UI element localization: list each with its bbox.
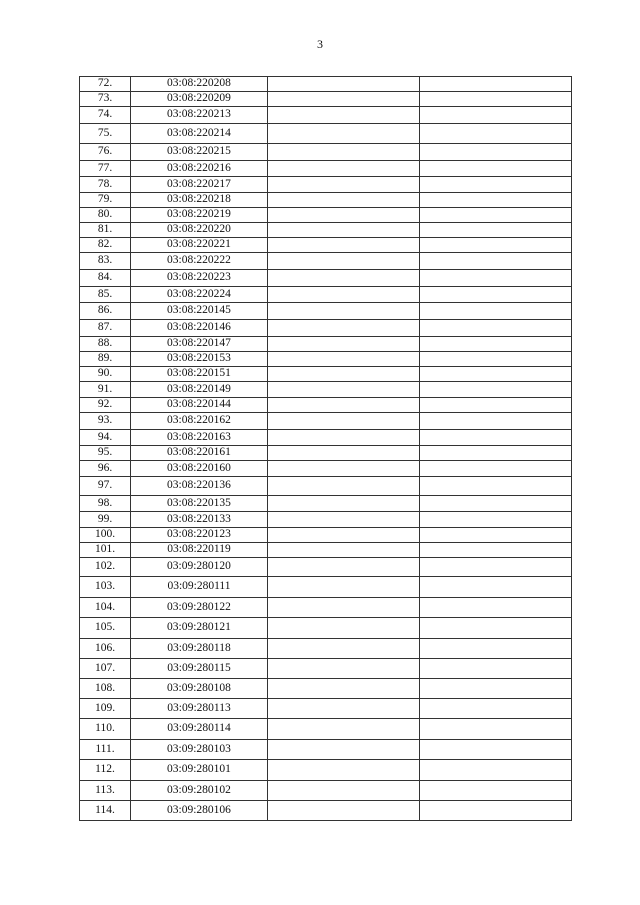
cadastral-code-cell: 03:08:220208	[131, 77, 268, 92]
table-row	[80, 477, 572, 496]
table-row	[80, 367, 572, 382]
empty-cell	[420, 719, 572, 740]
row-number-cell: 89.	[80, 352, 131, 367]
cadastral-code-cell: 03:08:220149	[131, 382, 268, 398]
empty-cell	[268, 161, 420, 177]
table-row	[80, 679, 572, 699]
empty-cell	[420, 528, 572, 543]
row-number-cell: 113.	[80, 781, 131, 801]
cadastral-code-cell: 03:08:220209	[131, 92, 268, 107]
cadastral-code-cell: 03:09:280115	[131, 659, 268, 679]
row-number-cell: 108.	[80, 679, 131, 699]
cadastral-code-cell: 03:08:220145	[131, 303, 268, 320]
row-number-cell: 102.	[80, 558, 131, 577]
cadastral-code-cell: 03:09:280106	[131, 801, 268, 821]
row-number-cell: 105.	[80, 618, 131, 639]
table-body	[80, 77, 572, 821]
row-number-cell: 91.	[80, 382, 131, 398]
row-number-cell: 99.	[80, 512, 131, 528]
empty-cell	[268, 92, 420, 107]
row-number-cell: 72.	[80, 77, 131, 92]
row-number-cell: 107.	[80, 659, 131, 679]
cadastral-code-cell: 03:08:220222	[131, 253, 268, 270]
table-row	[80, 193, 572, 208]
empty-cell	[420, 320, 572, 337]
table-row	[80, 558, 572, 577]
table-row	[80, 618, 572, 639]
empty-cell	[268, 496, 420, 512]
empty-cell	[420, 223, 572, 238]
table-row	[80, 77, 572, 92]
empty-cell	[420, 287, 572, 303]
table-row	[80, 270, 572, 287]
cadastral-code-cell: 03:08:220218	[131, 193, 268, 208]
empty-cell	[420, 413, 572, 430]
row-number-cell: 77.	[80, 161, 131, 177]
cadastral-code-cell: 03:08:220221	[131, 238, 268, 253]
row-number-cell: 109.	[80, 699, 131, 719]
cadastral-table	[79, 76, 572, 821]
empty-cell	[268, 598, 420, 618]
empty-cell	[268, 801, 420, 821]
cadastral-code-cell: 03:08:220147	[131, 337, 268, 352]
empty-cell	[420, 781, 572, 801]
empty-cell	[420, 558, 572, 577]
empty-cell	[268, 238, 420, 253]
empty-cell	[268, 477, 420, 496]
empty-cell	[268, 781, 420, 801]
empty-cell	[268, 144, 420, 161]
table-row	[80, 639, 572, 659]
empty-cell	[420, 253, 572, 270]
cadastral-code-cell: 03:09:280114	[131, 719, 268, 740]
table-row	[80, 577, 572, 598]
empty-cell	[268, 320, 420, 337]
cadastral-code-cell: 03:09:280103	[131, 740, 268, 760]
row-number-cell: 95.	[80, 446, 131, 461]
empty-cell	[420, 337, 572, 352]
empty-cell	[420, 107, 572, 124]
cadastral-code-cell: 03:08:220213	[131, 107, 268, 124]
table-row	[80, 253, 572, 270]
empty-cell	[420, 352, 572, 367]
row-number-cell: 85.	[80, 287, 131, 303]
table-row	[80, 430, 572, 446]
row-number-cell: 82.	[80, 238, 131, 253]
empty-cell	[420, 496, 572, 512]
row-number-cell: 73.	[80, 92, 131, 107]
table-row	[80, 144, 572, 161]
empty-cell	[420, 77, 572, 92]
empty-cell	[268, 107, 420, 124]
empty-cell	[268, 398, 420, 413]
empty-cell	[420, 618, 572, 639]
empty-cell	[420, 543, 572, 558]
row-number-cell: 112.	[80, 760, 131, 781]
empty-cell	[268, 699, 420, 719]
cadastral-code-cell: 03:08:220133	[131, 512, 268, 528]
empty-cell	[420, 679, 572, 699]
empty-cell	[420, 367, 572, 382]
table-row	[80, 512, 572, 528]
table-row	[80, 719, 572, 740]
table-row	[80, 543, 572, 558]
table-row	[80, 238, 572, 253]
row-number-cell: 92.	[80, 398, 131, 413]
cadastral-code-cell: 03:09:280113	[131, 699, 268, 719]
cadastral-code-cell: 03:08:220151	[131, 367, 268, 382]
empty-cell	[268, 430, 420, 446]
table-row	[80, 461, 572, 477]
cadastral-code-cell: 03:08:220136	[131, 477, 268, 496]
empty-cell	[420, 161, 572, 177]
row-number-cell: 94.	[80, 430, 131, 446]
empty-cell	[420, 430, 572, 446]
row-number-cell: 81.	[80, 223, 131, 238]
table-row	[80, 781, 572, 801]
empty-cell	[268, 639, 420, 659]
row-number-cell: 76.	[80, 144, 131, 161]
empty-cell	[268, 413, 420, 430]
table-row	[80, 107, 572, 124]
empty-cell	[268, 223, 420, 238]
table-row	[80, 496, 572, 512]
empty-cell	[420, 303, 572, 320]
table-row	[80, 208, 572, 223]
table-row	[80, 801, 572, 821]
empty-cell	[268, 659, 420, 679]
table-row	[80, 413, 572, 430]
row-number-cell: 98.	[80, 496, 131, 512]
empty-cell	[268, 760, 420, 781]
empty-cell	[268, 543, 420, 558]
empty-cell	[420, 124, 572, 144]
row-number-cell: 103.	[80, 577, 131, 598]
cadastral-code-cell: 03:09:280111	[131, 577, 268, 598]
table-row	[80, 740, 572, 760]
empty-cell	[420, 193, 572, 208]
empty-cell	[268, 528, 420, 543]
empty-cell	[268, 382, 420, 398]
table-row	[80, 287, 572, 303]
row-number-cell: 84.	[80, 270, 131, 287]
cadastral-code-cell: 03:09:280118	[131, 639, 268, 659]
row-number-cell: 114.	[80, 801, 131, 821]
table-row	[80, 124, 572, 144]
empty-cell	[420, 144, 572, 161]
empty-cell	[420, 801, 572, 821]
empty-cell	[420, 446, 572, 461]
empty-cell	[268, 177, 420, 193]
empty-cell	[268, 558, 420, 577]
empty-cell	[268, 461, 420, 477]
row-number-cell: 88.	[80, 337, 131, 352]
cadastral-code-cell: 03:09:280102	[131, 781, 268, 801]
cadastral-code-cell: 03:09:280108	[131, 679, 268, 699]
table-row	[80, 223, 572, 238]
empty-cell	[268, 352, 420, 367]
row-number-cell: 101.	[80, 543, 131, 558]
row-number-cell: 79.	[80, 193, 131, 208]
empty-cell	[268, 77, 420, 92]
empty-cell	[268, 253, 420, 270]
cadastral-code-cell: 03:08:220214	[131, 124, 268, 144]
empty-cell	[268, 193, 420, 208]
empty-cell	[420, 598, 572, 618]
empty-cell	[420, 92, 572, 107]
cadastral-code-cell: 03:09:280101	[131, 760, 268, 781]
empty-cell	[268, 337, 420, 352]
cadastral-code-cell: 03:08:220223	[131, 270, 268, 287]
empty-cell	[268, 124, 420, 144]
empty-cell	[420, 208, 572, 223]
table-row	[80, 598, 572, 618]
table-row	[80, 161, 572, 177]
cadastral-code-cell: 03:08:220220	[131, 223, 268, 238]
table-row	[80, 337, 572, 352]
empty-cell	[420, 699, 572, 719]
row-number-cell: 75.	[80, 124, 131, 144]
cadastral-code-cell: 03:08:220215	[131, 144, 268, 161]
table-row	[80, 92, 572, 107]
table-row	[80, 760, 572, 781]
empty-cell	[268, 679, 420, 699]
empty-cell	[268, 367, 420, 382]
empty-cell	[268, 618, 420, 639]
row-number-cell: 96.	[80, 461, 131, 477]
empty-cell	[268, 512, 420, 528]
empty-cell	[268, 577, 420, 598]
cadastral-code-cell: 03:08:220135	[131, 496, 268, 512]
row-number-cell: 111.	[80, 740, 131, 760]
table-row	[80, 528, 572, 543]
cadastral-code-cell: 03:08:220163	[131, 430, 268, 446]
empty-cell	[420, 270, 572, 287]
cadastral-code-cell: 03:08:220162	[131, 413, 268, 430]
empty-cell	[420, 659, 572, 679]
row-number-cell: 90.	[80, 367, 131, 382]
empty-cell	[420, 382, 572, 398]
cadastral-code-cell: 03:09:280121	[131, 618, 268, 639]
cadastral-code-cell: 03:08:220224	[131, 287, 268, 303]
empty-cell	[420, 461, 572, 477]
table-row	[80, 177, 572, 193]
row-number-cell: 97.	[80, 477, 131, 496]
row-number-cell: 78.	[80, 177, 131, 193]
cadastral-code-cell: 03:09:280120	[131, 558, 268, 577]
cadastral-code-cell: 03:08:220160	[131, 461, 268, 477]
row-number-cell: 83.	[80, 253, 131, 270]
cadastral-code-cell: 03:08:220219	[131, 208, 268, 223]
empty-cell	[420, 177, 572, 193]
cadastral-code-cell: 03:08:220146	[131, 320, 268, 337]
row-number-cell: 74.	[80, 107, 131, 124]
row-number-cell: 100.	[80, 528, 131, 543]
empty-cell	[420, 577, 572, 598]
empty-cell	[420, 398, 572, 413]
empty-cell	[268, 303, 420, 320]
cadastral-code-cell: 03:08:220119	[131, 543, 268, 558]
empty-cell	[420, 760, 572, 781]
empty-cell	[420, 512, 572, 528]
table-row	[80, 382, 572, 398]
table-row	[80, 398, 572, 413]
row-number-cell: 87.	[80, 320, 131, 337]
cadastral-code-cell: 03:08:220216	[131, 161, 268, 177]
empty-cell	[268, 719, 420, 740]
table-row	[80, 699, 572, 719]
cadastral-code-cell: 03:09:280122	[131, 598, 268, 618]
empty-cell	[268, 287, 420, 303]
row-number-cell: 104.	[80, 598, 131, 618]
empty-cell	[420, 639, 572, 659]
row-number-cell: 80.	[80, 208, 131, 223]
empty-cell	[420, 740, 572, 760]
empty-cell	[268, 740, 420, 760]
cadastral-code-cell: 03:08:220153	[131, 352, 268, 367]
empty-cell	[268, 446, 420, 461]
cadastral-code-cell: 03:08:220123	[131, 528, 268, 543]
empty-cell	[268, 270, 420, 287]
empty-cell	[420, 238, 572, 253]
row-number-cell: 106.	[80, 639, 131, 659]
cadastral-code-cell: 03:08:220144	[131, 398, 268, 413]
row-number-cell: 110.	[80, 719, 131, 740]
empty-cell	[420, 477, 572, 496]
table-row	[80, 320, 572, 337]
row-number-cell: 93.	[80, 413, 131, 430]
empty-cell	[268, 208, 420, 223]
cadastral-code-cell: 03:08:220161	[131, 446, 268, 461]
table-row	[80, 303, 572, 320]
table-row	[80, 446, 572, 461]
page-number: 3	[317, 37, 323, 51]
row-number-cell: 86.	[80, 303, 131, 320]
cadastral-code-cell: 03:08:220217	[131, 177, 268, 193]
table-row	[80, 352, 572, 367]
table-row	[80, 659, 572, 679]
